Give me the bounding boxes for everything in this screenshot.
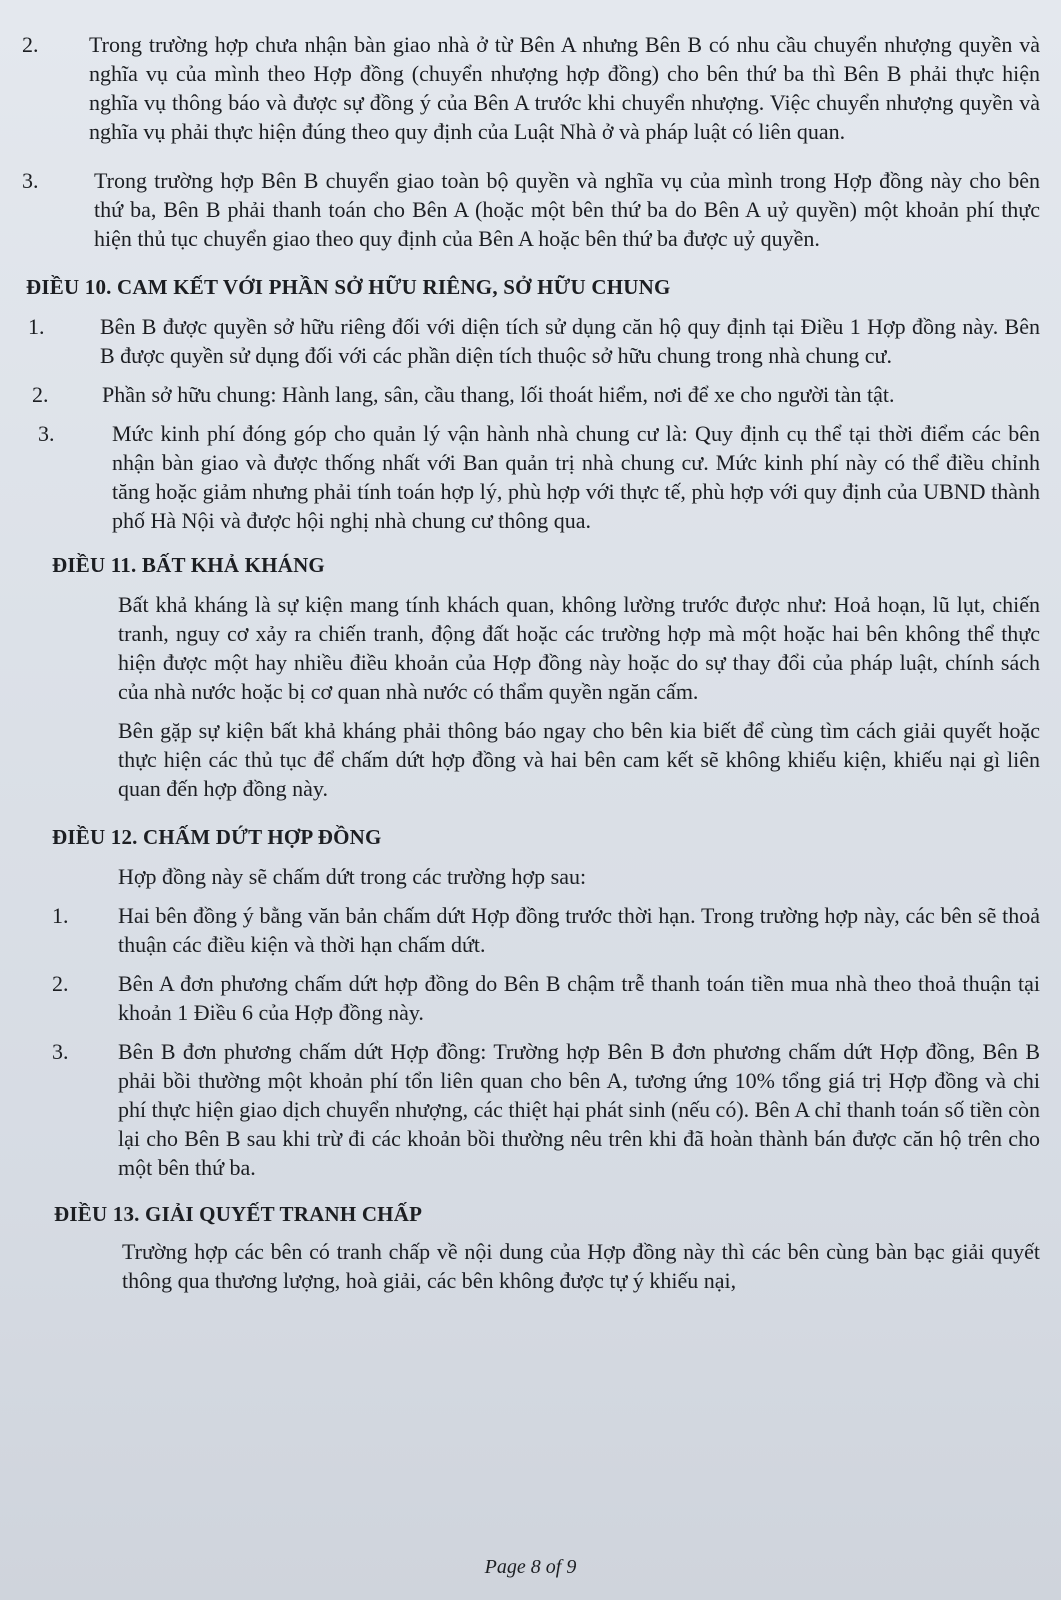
item-number: 1. — [52, 903, 69, 928]
section10-item-2 — [22, 380, 1040, 409]
item-text: Bên A đơn phương chấm dứt hợp đồng do Bên B chậm trễ thanh toán tiền mua nhà theo thoả thuận tại khoản 1 Điều 6 của Hợp đồng này. — [118, 971, 1040, 1025]
page-number: Page 8 of 9 — [484, 1556, 577, 1578]
section12-item-3 — [22, 1037, 1040, 1182]
section10-heading: ĐIỀU 10. CAM KẾT VỚI PHẦN SỞ HỮU RIÊNG, SỞ HỮU CHUNG — [26, 275, 671, 299]
section13-paragraph: Trường hợp các bên có tranh chấp về nội dung của Hợp đồng này thì các bên cùng bàn bạc giải quyết thông qua thương lượng, hoà giải, các bên không được tự ý khiếu nại, — [122, 1239, 1040, 1293]
item-number: 2. — [22, 32, 39, 57]
section11-paragraph-2: Bên gặp sự kiện bất khả kháng phải thông báo ngay cho bên kia biết để cùng tìm cách giải quyết hoặc thực hiện các thủ tục để chấm dứt hợp đồng và hai bên cam kết sẽ không khiếu kiện, khiếu nại gì liên quan đến hợp đồng này. — [118, 718, 1040, 801]
section9-item-3 — [22, 166, 1040, 253]
item-text: Hai bên đồng ý bằng văn bản chấm dứt Hợp đồng trước thời hạn. Trong trường hợp này, các bên sẽ thoả thuận các điều kiện và thời hạn chấm dứt. — [118, 903, 1040, 957]
item-number: 1. — [28, 314, 45, 339]
section12-heading: ĐIỀU 12. CHẤM DỨT HỢP ĐỒNG — [52, 825, 382, 849]
section12-item-2 — [22, 969, 1040, 1027]
section11-paragraph-1: Bất khả kháng là sự kiện mang tính khách quan, không lường trước được như: Hoả hoạn, lũ lụt, chiến tranh, nguy cơ xảy ra chiến tranh, động đất hoặc các trường hợp mà một hoặc hai bên không thể thực hiện được một hay nhiều điều khoản của Hợp đồng này hoặc do sự thay đổi của pháp luật, chính sách của nhà nước hoặc bị cơ quan nhà nước có thẩm quyền ngăn cấm. — [118, 592, 1040, 704]
section12-intro: Hợp đồng này sẽ chấm dứt trong các trường hợp sau: — [118, 864, 587, 889]
section10-item-1 — [22, 312, 1040, 370]
item-number: 2. — [32, 382, 49, 407]
section9-item-2 — [22, 30, 1040, 146]
item-number: 3. — [22, 168, 39, 193]
item-number: 3. — [52, 1039, 69, 1064]
item-text: Trong trường hợp chưa nhận bàn giao nhà ở từ Bên A nhưng Bên B có nhu cầu chuyển nhượng quyền và nghĩa vụ của mình theo Hợp đồng (chuyển nhượng hợp đồng) cho bên thứ ba thì Bên B phải thực hiện nghĩa vụ thông báo và được sự đồng ý của Bên A trước khi chuyển nhượng. Việc chuyển nhượng quyền và nghĩa vụ phải thực hiện đúng theo quy định của Luật Nhà ở và pháp luật có liên quan. — [89, 32, 1040, 144]
item-number: 2. — [52, 971, 69, 996]
section12-item-1 — [22, 901, 1040, 959]
item-text: Phần sở hữu chung: Hành lang, sân, cầu thang, lối thoát hiểm, nơi để xe cho người tàn tật. — [102, 382, 895, 407]
item-text: Bên B được quyền sở hữu riêng đối với diện tích sử dụng căn hộ quy định tại Điều 1 Hợp đồng này. Bên B được quyền sử dụng đối với các phần diện tích thuộc sở hữu chung trong nhà chung cư. — [100, 314, 1040, 368]
item-text: Trong trường hợp Bên B chuyển giao toàn bộ quyền và nghĩa vụ của mình trong Hợp đồng này cho bên thứ ba, Bên B phải thanh toán cho Bên A (hoặc một bên thứ ba do Bên A uỷ quyền) một khoản phí thực hiện thủ tục chuyển giao theo quy định của Bên A hoặc bên thứ ba được uỷ quyền. — [94, 168, 1040, 251]
item-text: Bên B đơn phương chấm dứt Hợp đồng: Trường hợp Bên B đơn phương chấm dứt Hợp đồng, Bên B phải bồi thường một khoản phí tổn liên quan cho bên A, tương ứng 10% tổng giá trị Hợp đồng và chi phí thực hiện giao dịch chuyển nhượng, các thiệt hại phát sinh (nếu có). Bên A chỉ thanh toán số tiền còn lại cho Bên B sau khi trừ đi các khoản bồi thường nêu trên khi đã hoàn thành bán được căn hộ trên cho một bên thứ ba. — [118, 1039, 1040, 1180]
item-number: 3. — [38, 421, 55, 446]
page-content — [22, 30, 1040, 1295]
section10-item-3 — [22, 419, 1040, 535]
section13-heading: ĐIỀU 13. GIẢI QUYẾT TRANH CHẤP — [54, 1202, 423, 1226]
section11-heading: ĐIỀU 11. BẤT KHẢ KHÁNG — [52, 553, 325, 577]
item-text: Mức kinh phí đóng góp cho quản lý vận hành nhà chung cư là: Quy định cụ thể tại thời điểm các bên nhận bàn giao và được thống nhất với Ban quản trị nhà chung cư. Mức kinh phí này có thể điều chỉnh tăng hoặc giảm nhưng phải tính toán hợp lý, phù hợp với thực tế, phù hợp với quy định của UBND thành phố Hà Nội và được hội nghị nhà chung cư thông qua. — [112, 421, 1040, 533]
